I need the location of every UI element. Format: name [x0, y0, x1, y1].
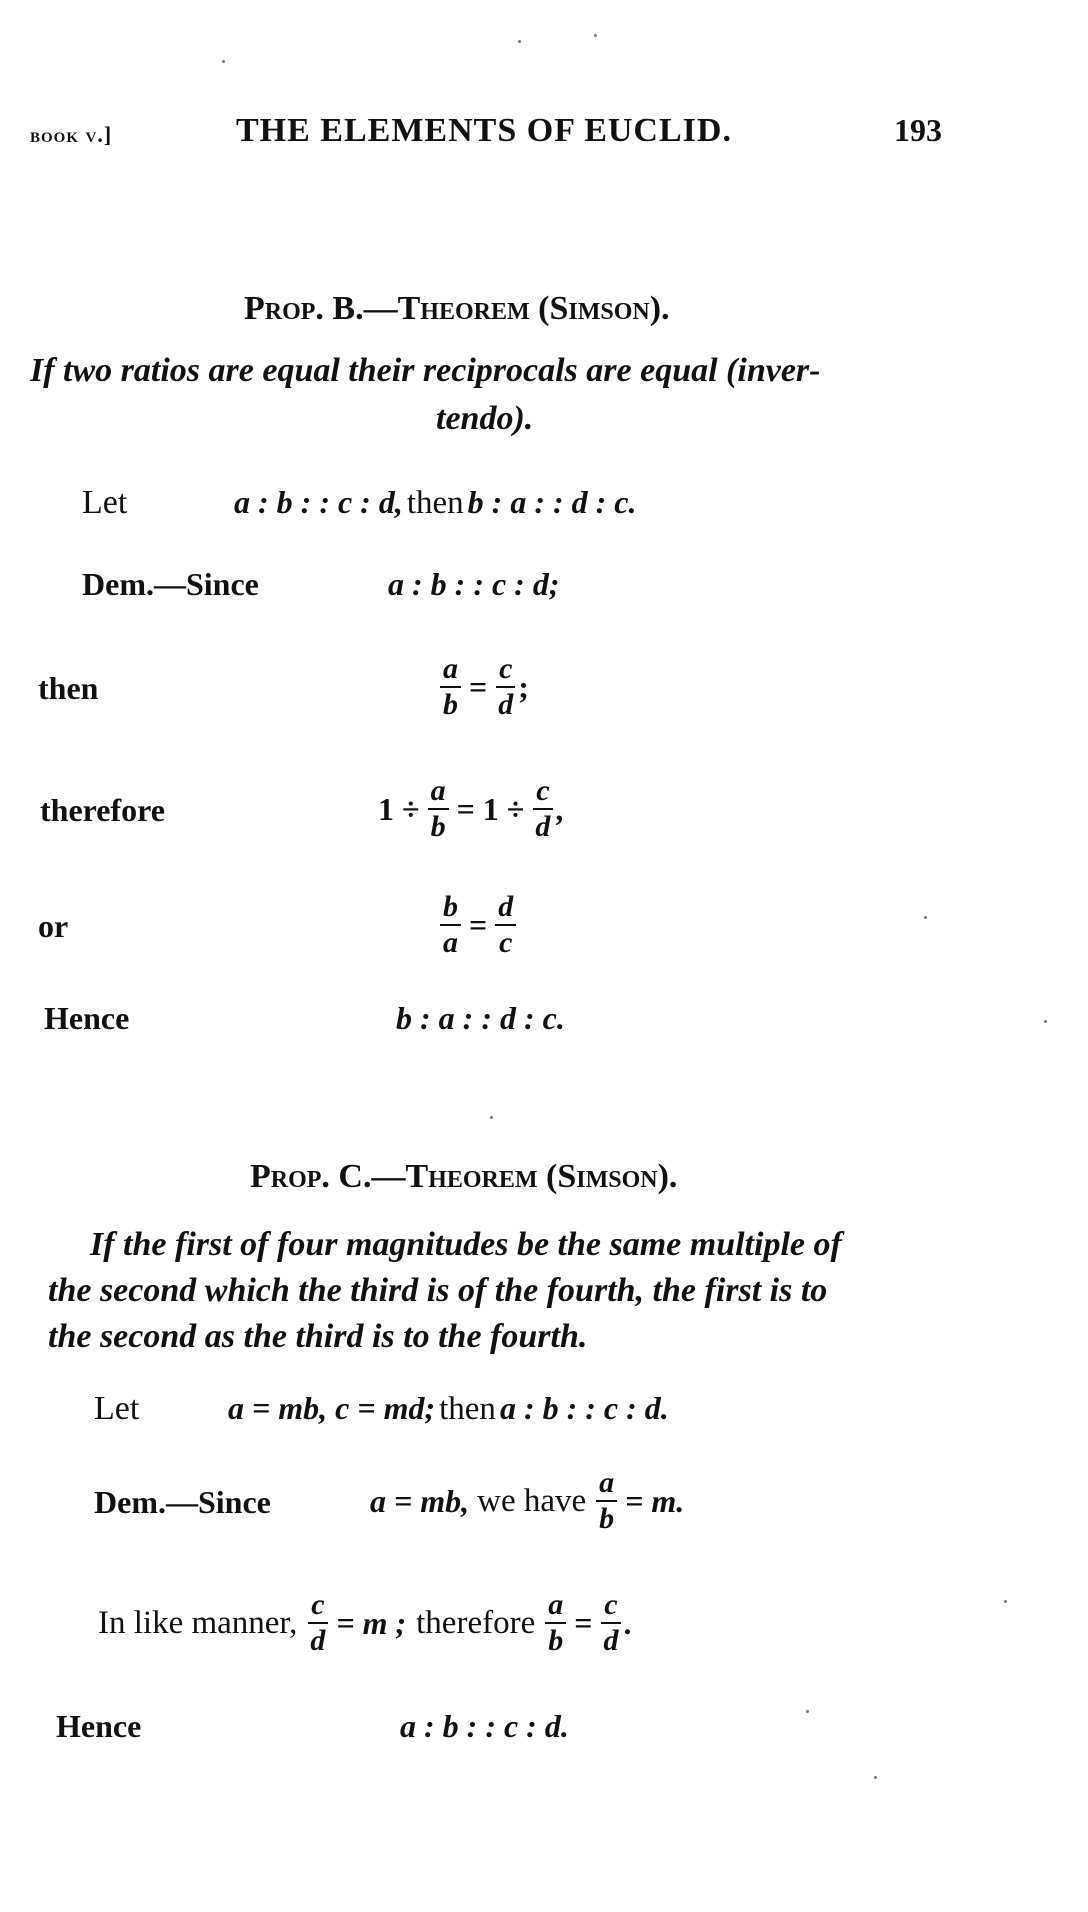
prop-b-enunciation-line2: tendo).: [436, 400, 534, 437]
prop-c-hence-label: Hence: [56, 1708, 142, 1744]
prop-c-heading: Prop. C.—Theorem (Simson).: [250, 1158, 678, 1195]
prop-c-let-label: Let: [94, 1390, 140, 1427]
scan-speck: [594, 34, 597, 37]
prop-c-let-statement: [228, 1390, 669, 1428]
scan-speck: [924, 916, 927, 919]
fraction-d-over-c: $\frac{d}{c}$: [495, 890, 516, 960]
prop-b-therefore-equation: 1 ÷ $\frac{a}{b}$ = 1 ÷ $\frac{c}{d}$ ,: [378, 774, 564, 843]
prop-b-let-label: Let: [82, 484, 128, 521]
prop-c-dem-statement: a = mb, we have $\frac{a}{b}$ = m.: [370, 1466, 685, 1535]
prop-b-let-statement: [234, 484, 636, 522]
prop-b-enunciation-line1: If two ratios are equal their reciprocals are equal (inver-: [30, 352, 821, 389]
running-title: THE ELEMENTS OF EUCLID.: [236, 112, 732, 149]
prop-c-like-statement: In like manner, $\frac{c}{d}$ = m ; therefore $\frac{a}{b}$ = $\frac{c}{d}$ .: [98, 1588, 632, 1657]
prop-b-let-math: a : b : : c : d,: [234, 484, 403, 520]
fraction-c-over-d: $\frac{c}{d}$: [307, 1588, 328, 1658]
fraction-a-over-b: $\frac{a}{b}$: [596, 1466, 617, 1536]
prop-c-like-text: In like manner,: [98, 1604, 298, 1641]
fraction-b-over-a: $\frac{b}{a}$: [440, 890, 461, 960]
page-number: 193: [894, 112, 942, 148]
prop-c-dem-we-have: we have: [477, 1482, 587, 1519]
prop-c-like-therefore: therefore: [416, 1604, 536, 1641]
prop-c-let-then: then: [439, 1391, 496, 1427]
book-label: book v.]: [30, 122, 113, 147]
prop-b-then-equation: $\frac{a}{b}$ = $\frac{c}{d}$ ;: [438, 652, 529, 722]
prop-c-enunciation-line3: the second as the third is to the fourth.: [48, 1318, 588, 1355]
scan-speck: [490, 1116, 493, 1119]
fraction-c-over-d: $\frac{c}{d}$: [495, 652, 516, 722]
prop-c-enunciation-line2: the second which the third is of the fourth, the first is to: [48, 1272, 828, 1309]
scan-speck: [874, 1776, 877, 1779]
prop-c-enunciation-line1: If the first of four magnitudes be the same multiple of: [90, 1226, 842, 1263]
fraction-c-over-d: $\frac{c}{d}$: [532, 774, 553, 844]
fraction-a-over-b: $\frac{a}{b}$: [428, 774, 449, 844]
prop-b-then-label: then: [38, 670, 99, 706]
prop-b-dem-math: a : b : : c : d;: [388, 566, 560, 602]
prop-b-hence-label: Hence: [44, 1000, 130, 1036]
scan-speck: [222, 60, 225, 63]
prop-b-or-equation: $\frac{b}{a}$ = $\frac{d}{c}$: [438, 890, 518, 960]
prop-c-dem-math: a = mb,: [370, 1482, 470, 1519]
prop-b-dem-label: Dem.—Since: [82, 566, 259, 602]
scan-speck: [1044, 1020, 1047, 1023]
fraction-a-over-b: $\frac{a}{b}$: [545, 1588, 566, 1658]
prop-c-let-result: a : b : : c : d.: [499, 1390, 669, 1426]
prop-b-or-label: or: [38, 908, 69, 944]
scan-speck: [806, 1710, 809, 1713]
prop-b-let-then: then: [406, 485, 464, 521]
fraction-c-over-d: $\frac{c}{d}$: [600, 1588, 621, 1658]
scan-speck: [518, 40, 521, 43]
prop-c-let-math: a = mb, c = md;: [228, 1390, 436, 1426]
prop-c-hence-math: a : b : : c : d.: [400, 1708, 569, 1744]
prop-c-dem-label: Dem.—Since: [94, 1484, 271, 1520]
fraction-a-over-b: $\frac{a}{b}$: [440, 652, 461, 722]
scan-speck: [1004, 1600, 1007, 1603]
prop-b-hence-math: b : a : : d : c.: [396, 1000, 565, 1036]
prop-b-therefore-label: therefore: [40, 792, 165, 828]
prop-b-heading: Prop. B.—Theorem (Simson).: [244, 290, 670, 327]
prop-b-let-result: b : a : : d : c.: [467, 484, 637, 520]
